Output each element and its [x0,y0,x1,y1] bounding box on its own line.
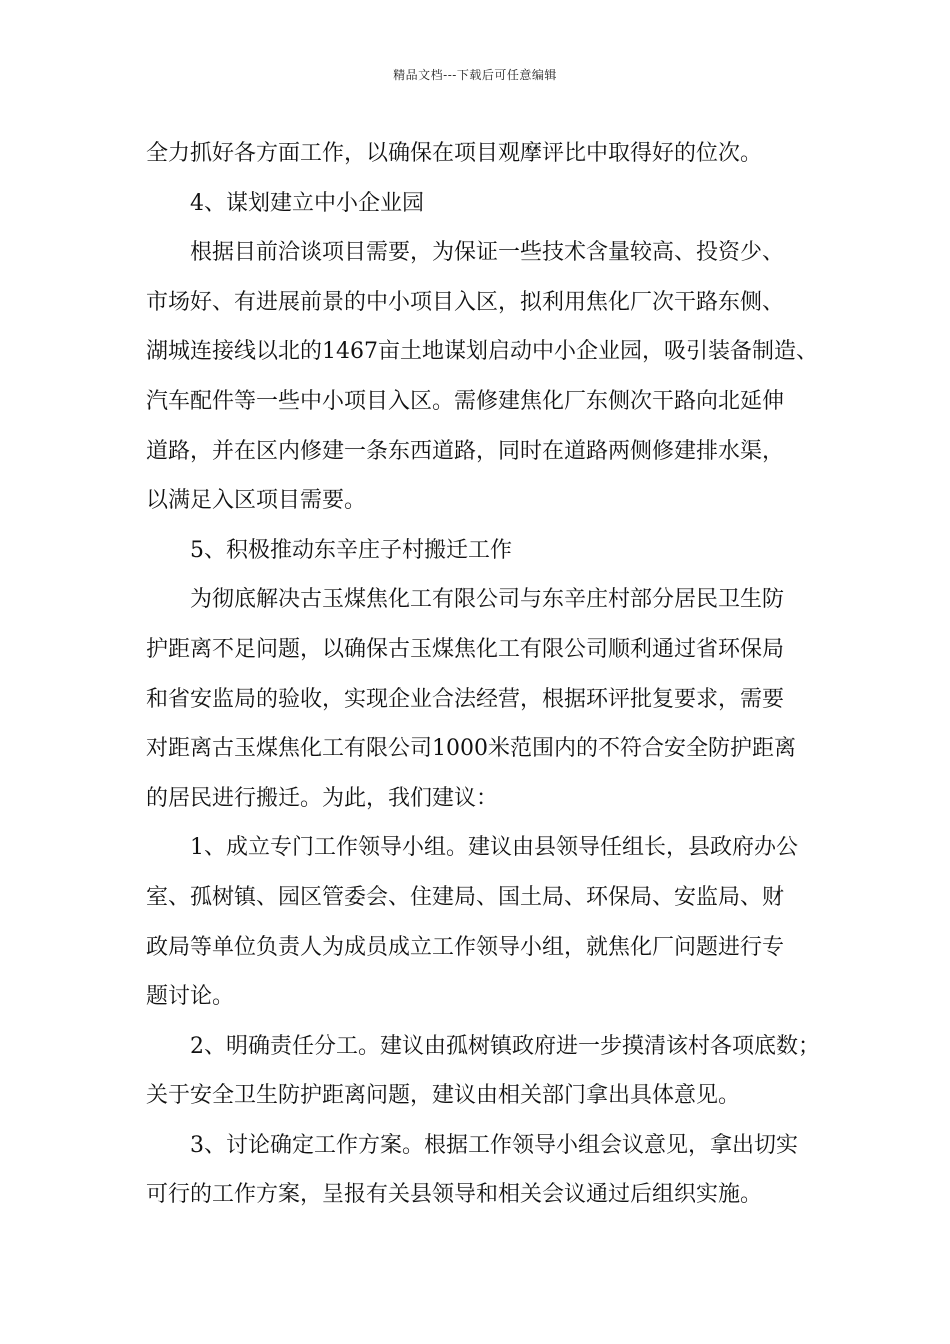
text-line: 可行的工作方案，呈报有关县领导和相关会议通过后组织实施。 [146,1182,763,1208]
text-line: 的居民进行搬迁。为此，我们建议： [146,785,499,811]
text-line: 根据目前洽谈项目需要，为保证一些技术含量较高、投资少、 [190,240,785,266]
text-line: 3、讨论确定工作方案。根据工作领导小组会议意见，拿出切实 [190,1132,798,1158]
document-body [146,129,846,1220]
text-line: 市场好、有进展前景的中小项目入区，拟利用焦化厂次干路东侧、 [146,289,785,315]
text-line: 为彻底解决古玉煤焦化工有限公司与东辛庄村部分居民卫生防 [190,587,785,613]
text-line: 政局等单位负责人为成员成立工作领导小组，就焦化厂问题进行专 [146,934,785,960]
text-line: 全力抓好各方面工作，以确保在项目观摩评比中取得好的位次。 [146,141,763,166]
text-line: 道路，并在区内修建一条东西道路，同时在道路两侧修建排水渠， [146,438,785,464]
section-heading: 5、积极推动东辛庄子村搬迁工作 [190,537,512,563]
text-line: 湖城连接线以北的1467亩土地谋划启动中小企业园，吸引装备制造、 [146,339,818,365]
text-line: 汽车配件等一些中小项目入区。需修建焦化厂东侧次干路向北延伸 [146,388,785,414]
text-line: 2、明确责任分工。建议由孤树镇政府进一步摸清该村各项底数； [190,1033,820,1059]
section-heading: 4、谋划建立中小企业园 [190,190,424,216]
page-header: 精品文档---下载后可任意编辑 [393,68,557,82]
text-line: 和省安监局的验收，实现企业合法经营，根据环评批复要求，需要 [146,686,785,712]
text-line: 关于安全卫生防护距离问题，建议由相关部门拿出具体意见。 [146,1083,741,1109]
text-line: 对距离古玉煤焦化工有限公司1000米范围内的不符合安全防护距离 [146,736,796,762]
text-line: 题讨论。 [146,984,235,1010]
text-line: 1、成立专门工作领导小组。建议由县领导任组长，县政府办公 [190,835,798,861]
text-line: 室、孤树镇、园区管委会、住建局、国土局、环保局、安监局、财 [146,884,785,910]
text-line: 以满足入区项目需要。 [146,488,367,514]
text-line: 护距离不足问题，以确保古玉煤焦化工有限公司顺利通过省环保局 [146,636,785,662]
